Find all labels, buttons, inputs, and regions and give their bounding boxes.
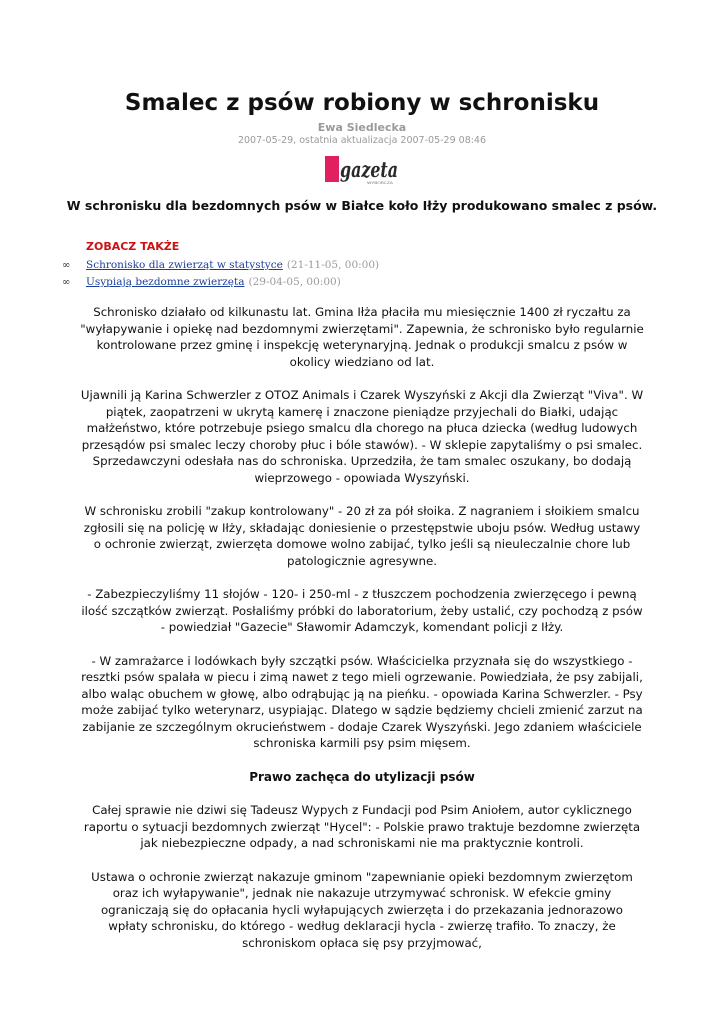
logo-pink-block bbox=[325, 156, 339, 182]
paragraph: W schronisku zrobili "zakup kontrolowany" - 20 zł za pół słoika. Z nagraniem i słoikiem smalcu zgłosili się na policję w Iłży, składając doniesienie o przestępstwie uboju psów. Według ustawy o ochronie zwierząt, zwierzęta domowe wolno zabijać, tylko jeśli są nieuleczalnie chore lub patologicznie agresywne. bbox=[83, 504, 641, 568]
related-link-euthanasia[interactable]: Usypiają bezdomne zwierzęta bbox=[86, 276, 245, 288]
paragraph: Schronisko działało od kilkunastu lat. Gmina Iłża płaciła mu miesięcznie 1400 zł ryczałtu za "wyłapywanie i opiekę nad bezdomnymi zwierzętami". Zapewnia, że schronisko było regularnie kontrolowane przez gminę i inspekcję weterynaryjną. Jednak o produkcji smalcu z psów w okolicy wiedziano od lat. bbox=[80, 305, 644, 369]
article-title: Smalec z psów robiony w schronisku bbox=[124, 90, 600, 116]
paragraph: - W zamrażarce i lodówkach były szczątki psów. Właścicielka przyznała się do wszystkiego - resztki psów spalała w piecu i zimą nawet z tego mieli ogrzewanie. Powiedziała, że psy zabijali, albo waląc obuchem w głowę, albo odrąbując ją na pieńku. - opowiada Karina Schwerzler. - Psy może zabijać tylko weterynarz, usypiając. Dlatego w sądzie będziemy chcieli zmienić zarzut na zabijanie ze szczególnym okrucieństwem - dodaje Czarek Wyszyński. Jego zdaniem właściciele schroniska karmili psy psim mięsem. bbox=[81, 653, 643, 750]
article-body bbox=[80, 304, 644, 968]
article-author: Ewa Siedlecka bbox=[317, 121, 407, 134]
paragraph: - Zabezpieczyliśmy 11 słojów - 120- i 250-ml - z tłuszczem pochodzenia zwierzęcego i pewną ilość szczątków zwierząt. Posłaliśmy próbki do laboratorium, żeby ustalić, czy pochodzą z psów - powiedział "Gazecie" Sławomir Adamczyk, komendant policji z Iłży. bbox=[81, 587, 643, 634]
list-item bbox=[62, 274, 662, 291]
related-link-statistics[interactable]: Schronisko dla zwierząt w statystyce bbox=[86, 259, 283, 271]
gazeta-logo bbox=[325, 153, 399, 187]
infinity-bullet-icon: ∞ bbox=[62, 277, 71, 288]
related-links-list bbox=[62, 257, 662, 291]
logo-subtitle: WYBORCZA bbox=[367, 181, 394, 185]
see-also-heading: ZOBACZ TAKŻE bbox=[86, 240, 180, 253]
infinity-bullet-icon: ∞ bbox=[62, 260, 71, 271]
section-subheading: Prawo zachęca do utylizacji psów bbox=[249, 769, 475, 784]
article-dateline: 2007-05-29, ostatnia aktualizacja 2007-05-29 08:46 bbox=[237, 135, 487, 146]
list-item bbox=[62, 257, 662, 274]
article-lead: W schronisku dla bezdomnych psów w Białce koło Iłży produkowano smalec z psów. bbox=[66, 198, 658, 213]
related-link-date: (21-11-05, 00:00) bbox=[286, 259, 380, 271]
logo-wordmark: gazeta bbox=[340, 157, 398, 182]
paragraph: Całej sprawie nie dziwi się Tadeusz Wypych z Fundacji pod Psim Aniołem, autor cyklicznego raportu o sytuacji bezdomnych zwierząt "Hycel": - Polskie prawo traktuje bezdomne zwierzęta jak niebezpieczne odpady, a nad schroniskami nie ma praktycznie kontroli. bbox=[83, 803, 641, 850]
related-link-date: (29-04-05, 00:00) bbox=[248, 276, 341, 288]
paragraph: Ujawnili ją Karina Schwerzler z OTOZ Animals i Czarek Wyszyński z Akcji dla Zwierząt "Viva". W piątek, zaopatrzeni w ukrytą kamerę i znaczone pieniądze przyjechali do Białki, udając małżeństwo, które potrzebuje psiego smalcu dla chorego na płuca dziecka (według ludowych przesądów psi smalec leczy choroby płuc i bóle stawów). - W sklepie zapytaliśmy o psi smalec. Sprzedawczyni odesłała nas do schroniska. Uprzedziła, że tam smalec oszukany, bo dodają wieprzowego - opowiada Wyszyński. bbox=[80, 388, 644, 485]
paragraph: Ustawa o ochronie zwierząt nakazuje gminom "zapewnianie opieki bezdomnym zwierzętom oraz ich wyłapywanie", jednak nie nakazuje utrzymywać schronisk. W efekcie gminy ograniczają się do opłacania hycli wyłapujących zwierzęta i do przekazania jednorazowo wpłaty schronisku, do którego - według deklaracji hycla - zwierzę trafiło. To znaczy, że schroniskom opłaca się psy przyjmować, bbox=[91, 869, 633, 950]
